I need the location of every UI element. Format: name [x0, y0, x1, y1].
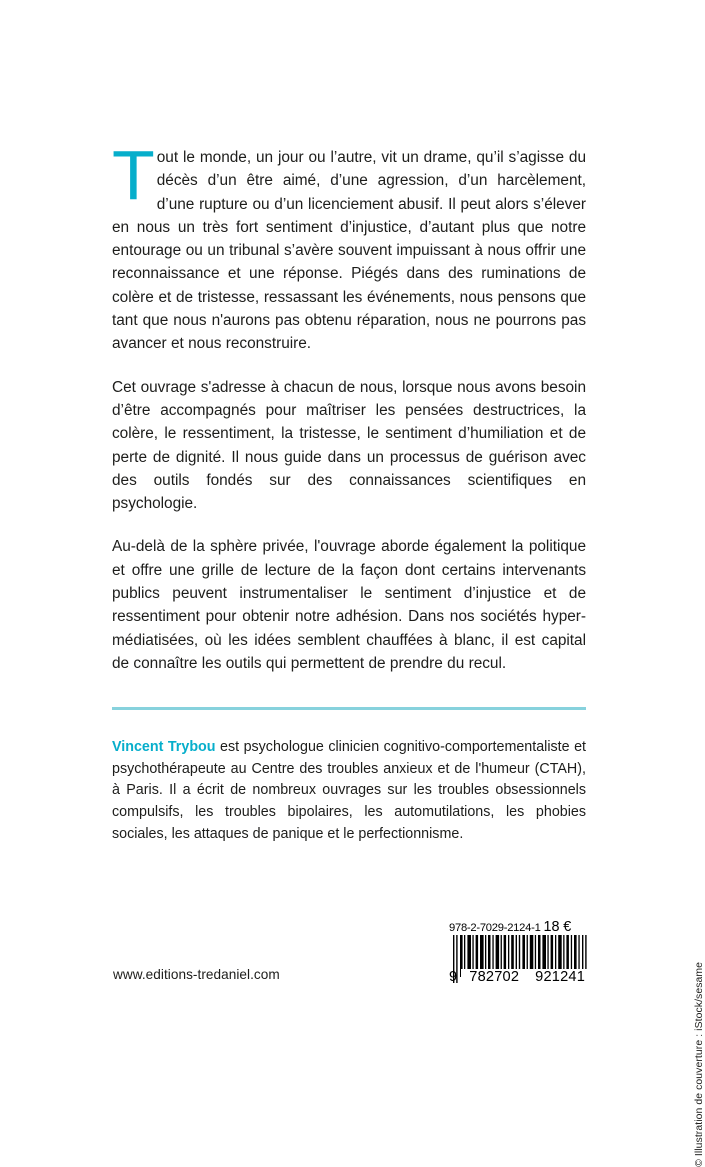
drop-cap-letter: T: [112, 136, 155, 214]
cover-illustration-credit: © Illustration de couverture : iStock/sesame: [694, 961, 705, 1167]
barcode-header-row: [449, 917, 593, 934]
publisher-website[interactable]: www.editions-tredaniel.com: [113, 967, 280, 982]
blurb-paragraph-1: [112, 136, 586, 356]
author-bio: [112, 737, 586, 845]
barcode-digit-lead: 9: [449, 969, 458, 985]
author-name: Vincent Trybou: [112, 739, 216, 756]
blurb-paragraph-2: Cet ouvrage s'adresse à chacun de nous, lorsque nous avons besoin d’être accompagnés pour maîtriser les pensées destructrices, la colère, le ressentiment, la tristesse, le sentiment d’humiliation et de perte de dignité. Il nous guide dans un processus de guérison avec des outils fondés sur des connaissances scientifiques en psychologie.: [112, 378, 586, 513]
blurb-text-column: [112, 136, 586, 675]
barcode-digit-group-1: 782702: [461, 969, 527, 985]
blurb-paragraph-1-text: out le monde, un jour ou l’autre, vit un drame, qu’il s’agisse du décès d’un être aimé, d’une agression, d’un harcèlement, d’une rupture ou d’un licenciement abusif. Il peut alors s’élever en nous un très fort sentiment d’injustice, d’autant plus que notre entourage ou un tribunal s’avère souvent impuissant à nous offrir une reconnaissance et une réponse. Piégés dans des ruminations de colère et de tristesse, ressassant les événements, nous pensons que tant que nous n'aurons pas obtenu réparation, nous ne pourrons pas avancer et nous reconstruire.: [112, 149, 586, 353]
isbn-number: 978-2-7029-2124-1: [449, 921, 541, 934]
barcode-digits-row: [449, 969, 593, 985]
price-label: 18 €: [543, 918, 572, 935]
author-bio-text: est psychologue clinicien cognitivo-comportementaliste et psychothérapeute au Centre des troubles anxieux et de l'humeur (CTAH), à Paris. Il a écrit de nombreux ouvrages sur les troubles obsessionnels compulsifs, les troubles bipolaires, les automutilations, les phobies sociales, les attaques de panique et le perfectionnisme.: [112, 739, 587, 842]
section-divider-rule: [112, 707, 586, 710]
barcode-digit-group-2: 921241: [527, 969, 593, 985]
blurb-paragraph-3: Au-delà de la sphère privée, l'ouvrage aborde également la politique et offre une grille de lecture de la façon dont certains intervenants publics peuvent instrumentaliser le sentiment d’injustice et de ressentiment pour obtenir notre adhésion. Dans nos sociétés hyper-médiatisées, où les idées semblent chauffées à blanc, il est capital de connaître les outils qui permettent de prendre du recul.: [112, 538, 586, 672]
barcode-block: [449, 917, 593, 985]
